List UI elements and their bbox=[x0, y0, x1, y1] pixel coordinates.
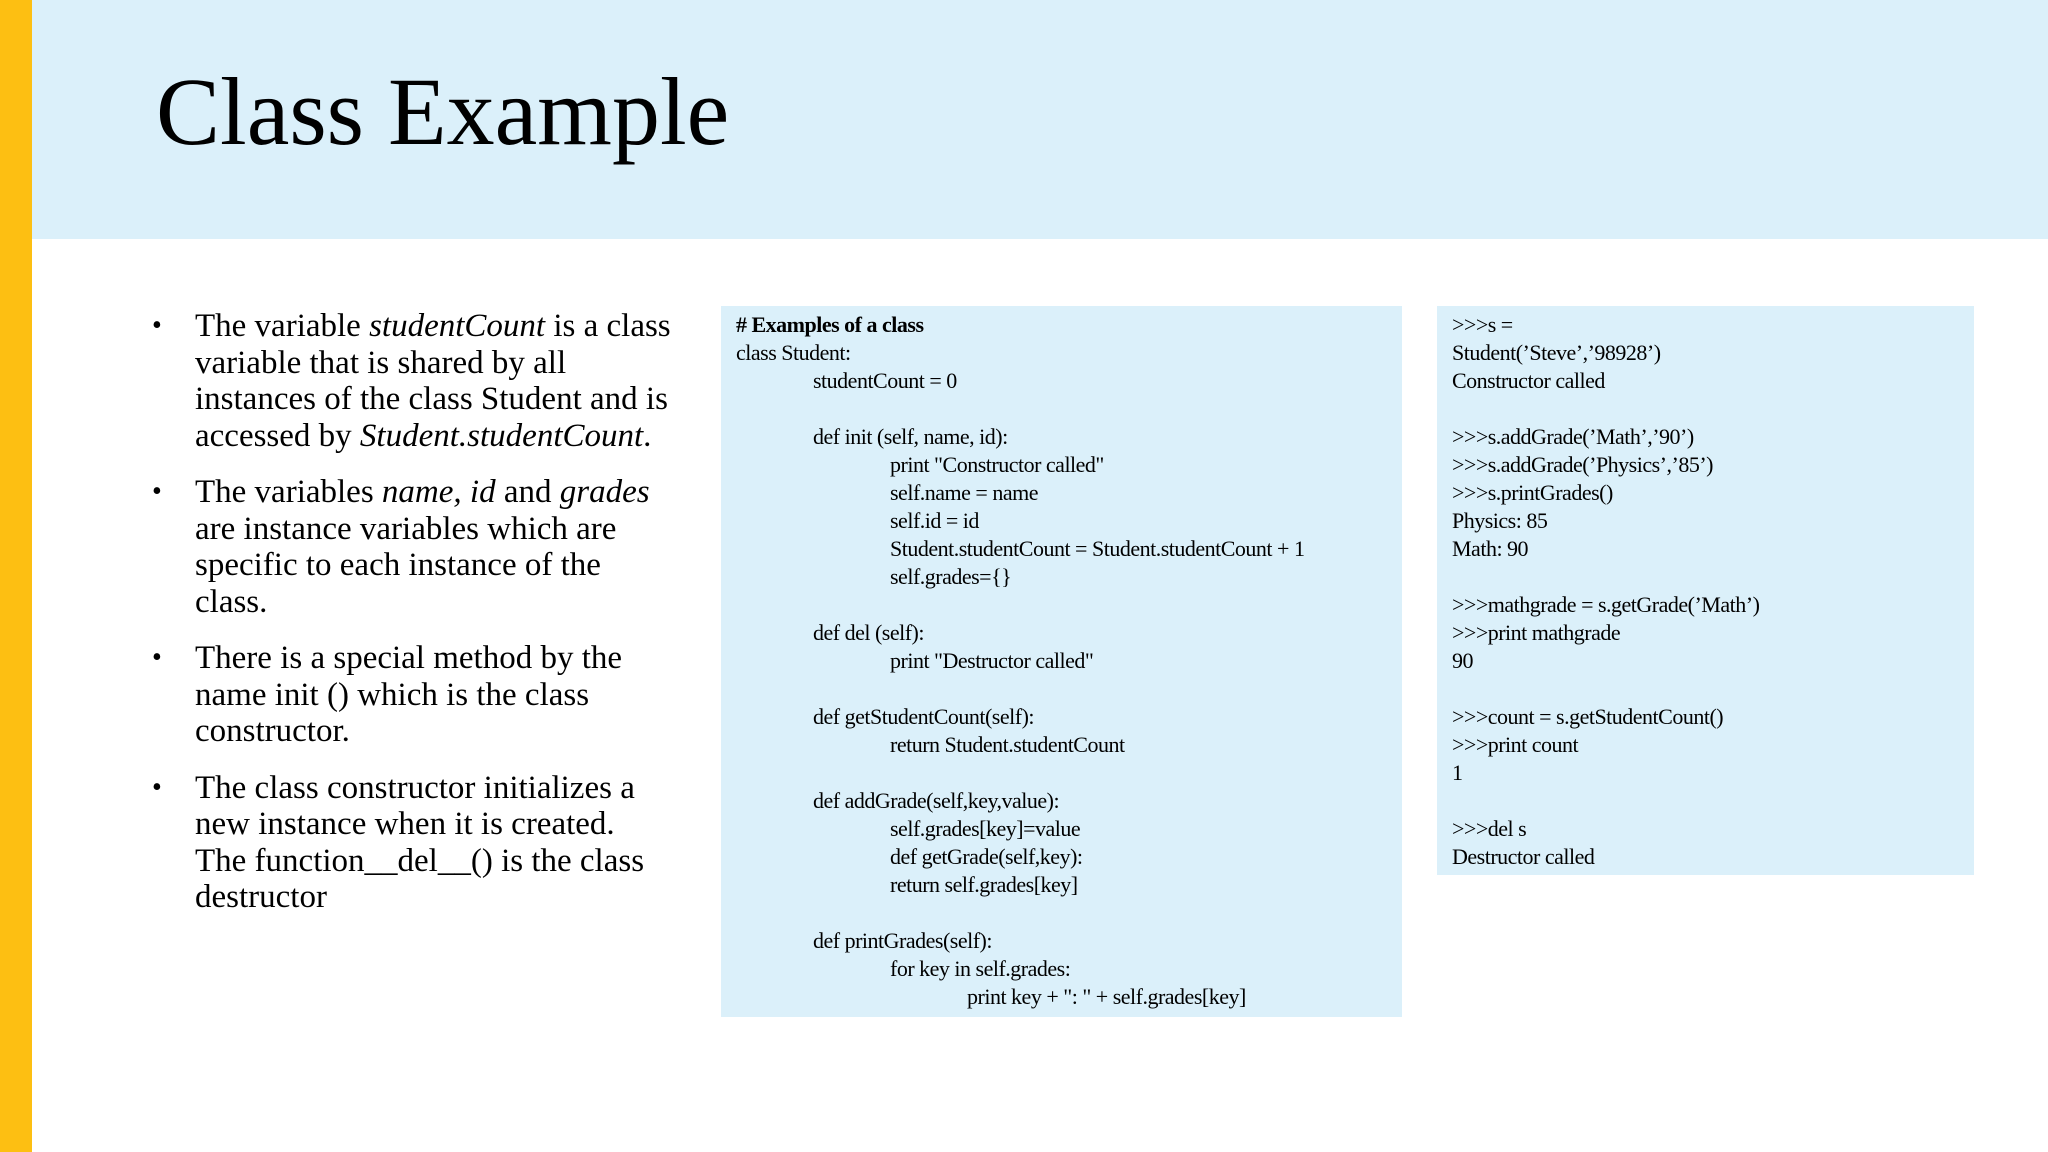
console-line: Destructor called bbox=[1452, 844, 1595, 869]
code-line: def printGrades(self): bbox=[813, 928, 992, 953]
console-line: Physics: 85 bbox=[1452, 508, 1548, 533]
code-line: studentCount = 0 bbox=[813, 368, 957, 393]
console-line: >>>s.addGrade(’Physics’,’85’) bbox=[1452, 452, 1713, 477]
bullet-item bbox=[152, 474, 672, 620]
console-line: >>>s = bbox=[1452, 312, 1513, 337]
bullet-text: . bbox=[643, 417, 652, 454]
bullet-text: The variable bbox=[195, 308, 370, 344]
bullet-item bbox=[152, 770, 672, 916]
code-line: self.grades[key]=value bbox=[890, 816, 1081, 841]
code-line: Student.studentCount = Student.studentCount + 1 bbox=[890, 536, 1305, 561]
bullet-dot: • bbox=[152, 771, 162, 803]
bullet-text: The variables bbox=[195, 474, 382, 510]
code-line: def del (self): bbox=[813, 620, 924, 645]
console-line: 90 bbox=[1452, 648, 1473, 673]
accent-bar bbox=[0, 0, 32, 1152]
bullet-dot: • bbox=[152, 310, 162, 341]
slide-title: Class Example bbox=[156, 58, 730, 165]
bullet-item bbox=[152, 308, 672, 454]
bullet-emphasis: studentCount bbox=[369, 308, 546, 344]
bullet-dot: • bbox=[152, 642, 162, 673]
code-line: print key + ": " + self.grades[key] bbox=[967, 984, 1246, 1009]
console-line: >>>print count bbox=[1452, 732, 1579, 757]
console-line: >>>count = s.getStudentCount() bbox=[1452, 704, 1724, 729]
bullet-item bbox=[152, 640, 672, 750]
console-line: >>>del s bbox=[1452, 816, 1527, 841]
console-line: Constructor called bbox=[1452, 368, 1605, 393]
console-output-box bbox=[1437, 306, 1974, 875]
console-line: Math: 90 bbox=[1452, 536, 1529, 561]
code-line: return Student.studentCount bbox=[890, 732, 1125, 757]
console-line: >>>print mathgrade bbox=[1452, 620, 1621, 645]
bullet-text: and bbox=[495, 474, 560, 510]
code-line: self.grades={} bbox=[890, 564, 1012, 589]
console-line: >>>s.printGrades() bbox=[1452, 480, 1613, 505]
bullet-text: There is a special method by the name init () which is the class constructor. bbox=[195, 640, 623, 749]
bullet-dot: • bbox=[152, 476, 162, 507]
code-box bbox=[721, 306, 1402, 1017]
bullet-text: The class constructor initializes a new instance when it is created. The function__del__() is the class destructor bbox=[195, 769, 645, 915]
code-line: # Examples of a class bbox=[736, 312, 924, 337]
code-line: def addGrade(self,key,value): bbox=[813, 788, 1060, 813]
code-line: print "Constructor called" bbox=[890, 452, 1104, 477]
bullet-emphasis: name, id bbox=[381, 474, 496, 510]
console-line: >>>mathgrade = s.getGrade(’Math’) bbox=[1452, 592, 1760, 617]
code-line: def getStudentCount(self): bbox=[813, 704, 1035, 729]
code-line: return self.grades[key] bbox=[890, 872, 1078, 897]
console-line: 1 bbox=[1452, 760, 1463, 785]
console-line: Student(’Steve’,’98928’) bbox=[1452, 340, 1661, 365]
code-line: for key in self.grades: bbox=[890, 956, 1071, 981]
bullet-text: is a class variable that is shared by all instances of the class Student and is accessed by bbox=[195, 308, 671, 454]
code-line: print "Destructor called" bbox=[890, 648, 1094, 673]
code-line: def getGrade(self,key): bbox=[890, 844, 1083, 869]
code-line: self.name = name bbox=[890, 480, 1038, 505]
bullet-emphasis: Student.studentCount bbox=[359, 417, 644, 454]
bullet-text: are instance variables which are specific to each instance of the class. bbox=[195, 510, 617, 620]
bullet-emphasis: grades bbox=[559, 474, 650, 510]
bullet-list bbox=[152, 308, 672, 936]
console-line: >>>s.addGrade(’Math’,’90’) bbox=[1452, 424, 1694, 449]
code-line: self.id = id bbox=[890, 508, 979, 533]
code-line: class Student: bbox=[736, 340, 851, 365]
code-line: def init (self, name, id): bbox=[813, 424, 1008, 449]
